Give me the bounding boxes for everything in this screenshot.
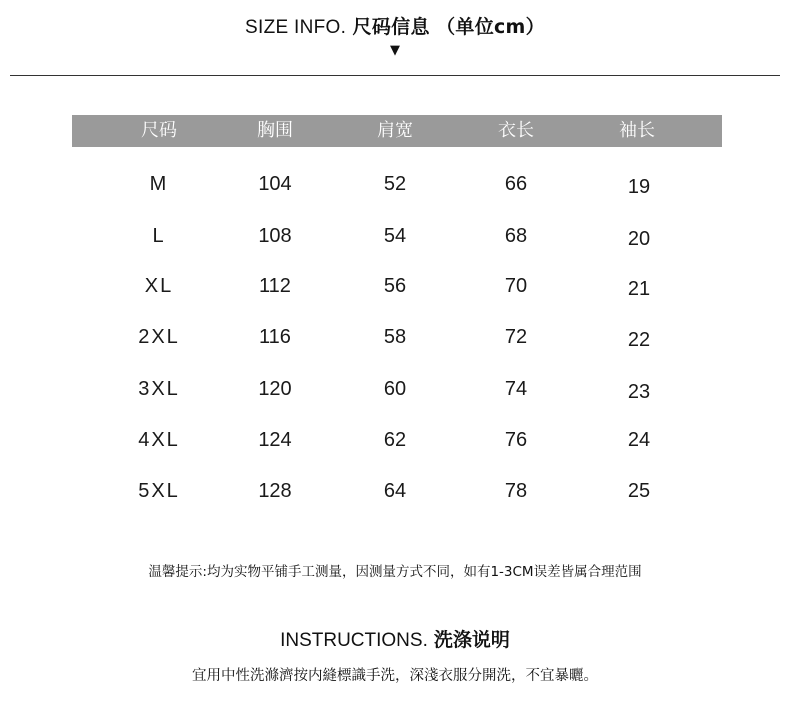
cell-sleeve: 22: [627, 329, 651, 351]
table-row: [0, 214, 790, 264]
unit-note: （单位cm）: [436, 16, 545, 38]
cell-size: 2XL: [138, 326, 180, 348]
instructions-title-en: INSTRUCTIONS.: [280, 630, 428, 651]
instructions-title: [0, 625, 790, 652]
cell-size: 4XL: [138, 429, 180, 451]
cell-shoulder: 56: [383, 275, 407, 297]
cell-length: 70: [504, 275, 528, 297]
cell-chest: 116: [259, 326, 291, 348]
cell-shoulder: 64: [383, 480, 407, 502]
cell-shoulder: 62: [383, 429, 407, 451]
column-header-length: 衣长: [498, 120, 534, 141]
cell-chest: 108: [258, 225, 292, 247]
instructions-text: 宜用中性洗滌濟按内縫標識手洗，深淺衣服分開洗，不宜暴曬。: [192, 668, 598, 684]
cell-size: L: [152, 225, 166, 247]
measurement-tip: 温馨提示:均为实物平铺手工测量，因测量方式不同，如有1-3CM误差皆属合理范围: [148, 564, 642, 580]
cell-length: 72: [504, 326, 528, 348]
table-row: [0, 418, 790, 468]
cell-sleeve: 24: [627, 429, 651, 451]
cell-length: 68: [504, 225, 528, 247]
cell-size: XL: [144, 275, 174, 297]
cell-shoulder: 54: [383, 225, 407, 247]
down-arrow-icon: ▼: [390, 43, 400, 58]
cell-length: 76: [504, 429, 528, 451]
cell-sleeve: 25: [627, 480, 651, 502]
cell-length: 74: [504, 378, 528, 400]
table-row: [0, 367, 790, 417]
cell-chest: 112: [259, 275, 291, 297]
cell-shoulder: 60: [383, 378, 407, 400]
cell-shoulder: 58: [383, 326, 407, 348]
table-row: [0, 264, 790, 314]
size-info-title-cn: 尺码信息: [352, 16, 430, 38]
column-header-chest: 胸围: [257, 120, 293, 141]
column-header-shoulder: 肩宽: [377, 120, 413, 141]
cell-size: M: [149, 173, 169, 195]
cell-size: 5XL: [138, 480, 180, 502]
table-row: [0, 162, 790, 212]
table-row: [0, 469, 790, 519]
cell-size: 3XL: [138, 378, 180, 400]
column-header-size: 尺码: [141, 120, 177, 141]
cell-chest: 128: [258, 480, 292, 502]
header-divider: [10, 75, 780, 76]
size-table-header: [72, 115, 722, 147]
table-row: [0, 315, 790, 365]
cell-chest: 120: [258, 378, 292, 400]
cell-chest: 124: [258, 429, 292, 451]
cell-sleeve: 20: [627, 228, 651, 250]
cell-sleeve: 19: [627, 176, 651, 198]
column-header-sleeve: 袖长: [619, 120, 655, 141]
cell-chest: 104: [258, 173, 292, 195]
cell-shoulder: 52: [383, 173, 407, 195]
size-info-title: [0, 12, 790, 39]
instructions-title-cn: 洗涤说明: [433, 629, 510, 651]
cell-length: 66: [504, 173, 528, 195]
size-info-title-en: SIZE INFO.: [245, 17, 347, 38]
cell-sleeve: 21: [627, 278, 651, 300]
cell-sleeve: 23: [627, 381, 651, 403]
cell-length: 78: [504, 480, 528, 502]
